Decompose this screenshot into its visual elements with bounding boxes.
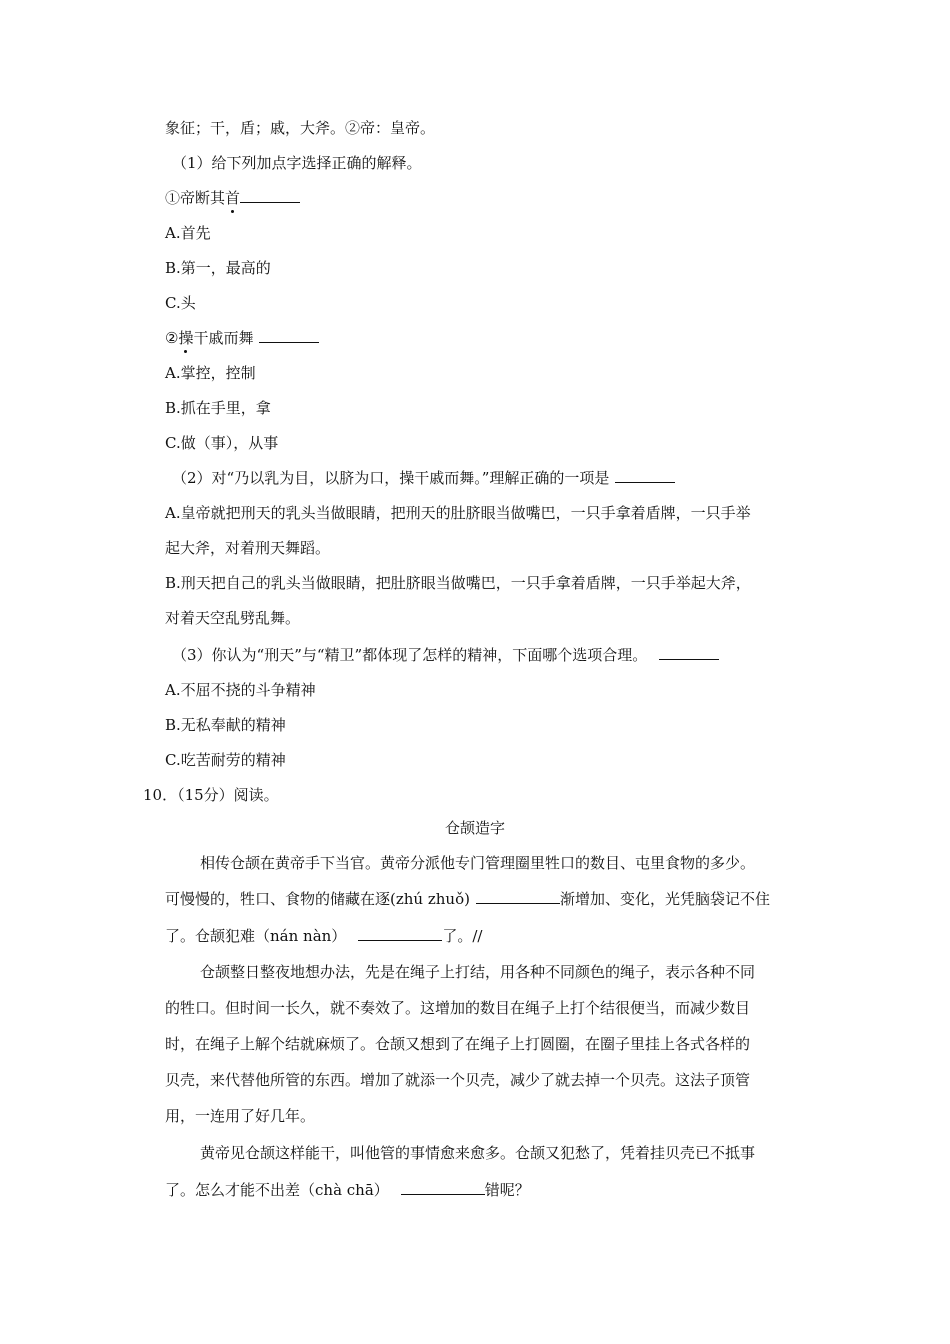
answer-blank-3[interactable] <box>659 645 719 660</box>
question-1a <box>165 188 300 208</box>
passage-line <box>165 926 482 946</box>
option-2-B-line2: 对着天空乱劈乱舞。 <box>165 609 301 627</box>
option-1b-C: C.做（事），从事 <box>165 434 279 452</box>
option-2-B-line1: B.刑天把自己的乳头当做眼睛，把肚脐眼当做嘴巴，一只手拿着盾牌，一只手举起大斧， <box>165 574 751 592</box>
passage-text: 了。// <box>442 927 483 945</box>
option-3-C: C.吃苦耐劳的精神 <box>165 751 286 769</box>
question-1: （1）给下列加点字选择正确的解释。 <box>172 154 422 172</box>
passage-line: 相传仓颉在黄帝手下当官。黄帝分派他专门管理圈里牲口的数目、屯里食物的多少。 <box>200 854 756 872</box>
passage-line: 的牲口。但时间一长久，就不奏效了。这增加的数目在绳子上打个结很便当，而减少数目 <box>165 999 751 1017</box>
question-2 <box>172 468 675 488</box>
passage-text: 错呢？ <box>484 1181 530 1199</box>
option-1a-A: A.首先 <box>165 224 211 242</box>
passage-line <box>165 1180 530 1200</box>
answer-blank-2[interactable] <box>615 468 675 483</box>
option-3-B: B.无私奉献的精神 <box>165 716 286 734</box>
passage-line: 用，一连用了好几年。 <box>165 1107 316 1125</box>
passage-text: 渐增加、变化，光凭脑袋记不住 <box>559 890 770 908</box>
question-3-text: （3）你认为“刑天”与“精卫”都体现了怎样的精神，下面哪个选项合理。 <box>172 646 648 664</box>
option-2-A-line2: 起大斧，对着刑天舞蹈。 <box>165 539 331 557</box>
answer-blank-pinyin-2[interactable] <box>358 926 442 941</box>
answer-blank-1a[interactable] <box>240 188 300 203</box>
answer-blank-pinyin-1[interactable] <box>476 889 560 904</box>
question-1a-text: ①帝断其 <box>165 189 226 207</box>
question-1b-num: ② <box>165 329 179 347</box>
passage-line: 贝壳，来代替他所管的东西。增加了就添一个贝壳，减少了就去掉一个贝壳。这法子顶管 <box>165 1071 751 1089</box>
passage-text: 了。仓颉犯难（nán nàn） <box>165 927 347 945</box>
passage-line <box>165 889 770 909</box>
option-1a-B: B.第一，最高的 <box>165 259 271 277</box>
passage-text: 可慢慢的，牲口、食物的储藏在逐(zhú zhuǒ) <box>165 890 470 908</box>
answer-blank-pinyin-3[interactable] <box>401 1180 485 1195</box>
dotted-char: 操 <box>178 329 194 347</box>
passage-line: 时，在绳子上解个结就麻烦了。仓颉又想到了在绳子上打圆圈，在圈子里挂上各式各样的 <box>165 1035 751 1053</box>
option-1b-A: A.掌控，控制 <box>165 364 256 382</box>
answer-blank-1b[interactable] <box>259 328 319 343</box>
option-1b-B: B.抓在手里，拿 <box>165 399 271 417</box>
dotted-char: 首 <box>225 189 241 207</box>
option-1a-C: C.头 <box>165 294 196 312</box>
passage-text: 了。怎么才能不出差（chà chā） <box>165 1181 389 1199</box>
question-10: 10．（15分）阅读。 <box>143 786 279 804</box>
annotation-line: 象征；干，盾；戚，大斧。②帝：皇帝。 <box>165 119 436 137</box>
passage-title: 仓颉造字 <box>444 819 505 837</box>
question-1b-text: 干戚而舞 <box>193 329 254 347</box>
option-2-A-line1: A.皇帝就把刑天的乳头当做眼睛，把刑天的肚脐眼当做嘴巴，一只手拿着盾牌，一只手举 <box>165 504 751 522</box>
option-3-A: A.不屈不挠的斗争精神 <box>165 681 316 699</box>
question-1b <box>165 328 319 348</box>
question-2-text: （2）对“乃以乳为目，以脐为口，操干戚而舞。”理解正确的一项是 <box>172 469 610 487</box>
passage-line: 黄帝见仓颉这样能干，叫他管的事情愈来愈多。仓颉又犯愁了，凭着挂贝壳已不抵事 <box>200 1144 756 1162</box>
question-3 <box>172 645 719 665</box>
passage-line: 仓颉整日整夜地想办法，先是在绳子上打结，用各种不同颜色的绳子，表示各种不同 <box>200 963 756 981</box>
